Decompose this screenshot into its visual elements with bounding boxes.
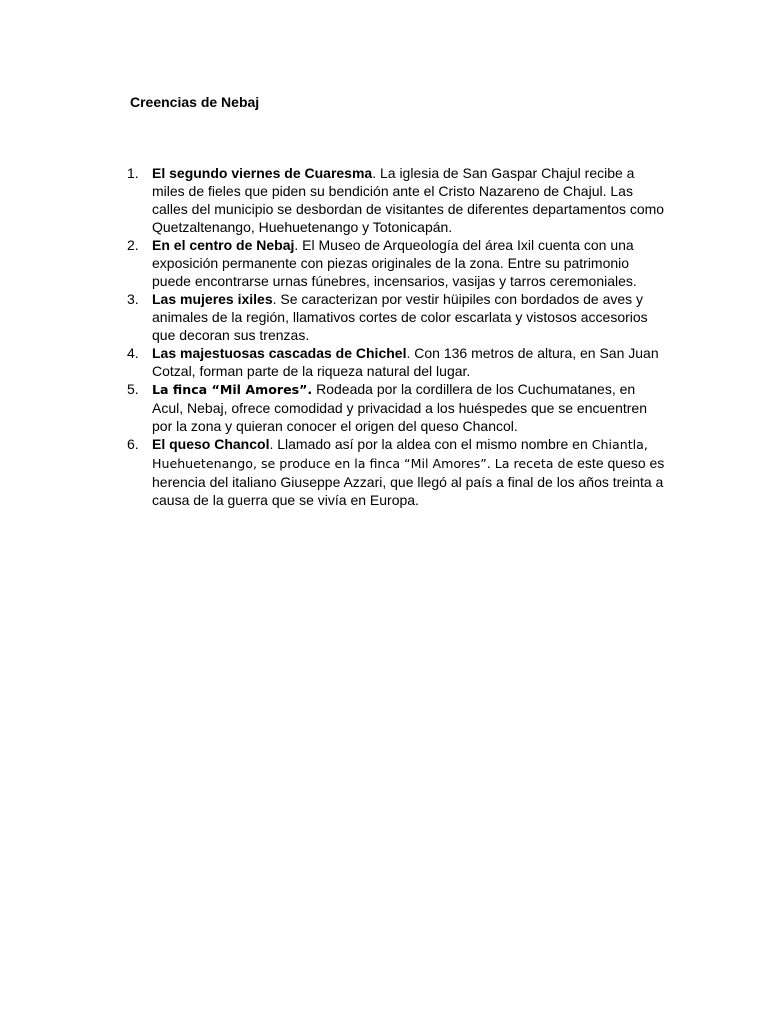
- list-item: [127, 290, 667, 344]
- item-number: 5.: [127, 381, 139, 397]
- list-item: [127, 380, 667, 435]
- item-title: El queso Chancol: [152, 436, 270, 452]
- item-title: El segundo viernes de Cuaresma: [152, 165, 373, 181]
- item-text: . Llamado así por la aldea con el mismo nombre en: [269, 436, 588, 452]
- item-title: La finca “Mil Amores”.: [152, 382, 313, 397]
- document-title: Creencias de Nebaj: [130, 94, 260, 110]
- item-title: En el centro de Nebaj: [152, 237, 295, 253]
- item-text: este queso es herencia del italiano Giuseppe Azzari, que llegó al país a final de los años treinta a causa de la guerra que se vivía en Europa.: [152, 455, 665, 508]
- list-item: [127, 164, 667, 236]
- item-text: Rodeada por la cordillera de los Cuchumatanes, en Acul, Nebaj, ofrece comodidad y privacidad a los huéspedes que se encuentren por la zona y quieran conocer el origen del queso Chancol.: [152, 381, 647, 434]
- item-number: 1.: [127, 165, 139, 181]
- item-title: Las majestuosas cascadas de Chichel: [152, 345, 407, 361]
- list-item: [127, 344, 667, 380]
- item-number: 2.: [127, 237, 139, 253]
- list-item: [127, 236, 667, 290]
- item-number: 6.: [127, 436, 139, 452]
- item-text: . La iglesia de San Gaspar Chajul recibe a miles de fieles que piden su bendición ante el Cristo Nazareno de Chajul. Las calles del municipio se desbordan de visitantes de diferentes departamentos como Quetzaltenango, Huehuetenango y Totonicapán.: [152, 165, 665, 235]
- item-text: . El Museo de Arqueología del área Ixil cuenta con una exposición permanente con piezas originales de la zona. Entre su patrimonio puede encontrarse urnas fúnebres, incensarios, vasijas y tarros ceremoniales.: [152, 237, 637, 289]
- item-text: . Se caracterizan por vestir hüipiles con bordados de aves y animales de la región, llamativos cortes de color escarlata y vistosos accesorios que decoran sus trenzas.: [152, 291, 648, 343]
- item-number: 4.: [127, 345, 139, 361]
- item-text-alt-font: Chiantla, Huehuetenango, se produce en la finca “Mil Amores”. La receta de: [152, 437, 648, 471]
- item-title: Las mujeres ixiles: [152, 291, 273, 307]
- item-text: . Con 136 metros de altura, en San Juan Cotzal, forman parte de la riqueza natural del lugar.: [152, 345, 659, 379]
- beliefs-list: [127, 164, 667, 509]
- item-number: 3.: [127, 291, 139, 307]
- list-item: [127, 435, 667, 509]
